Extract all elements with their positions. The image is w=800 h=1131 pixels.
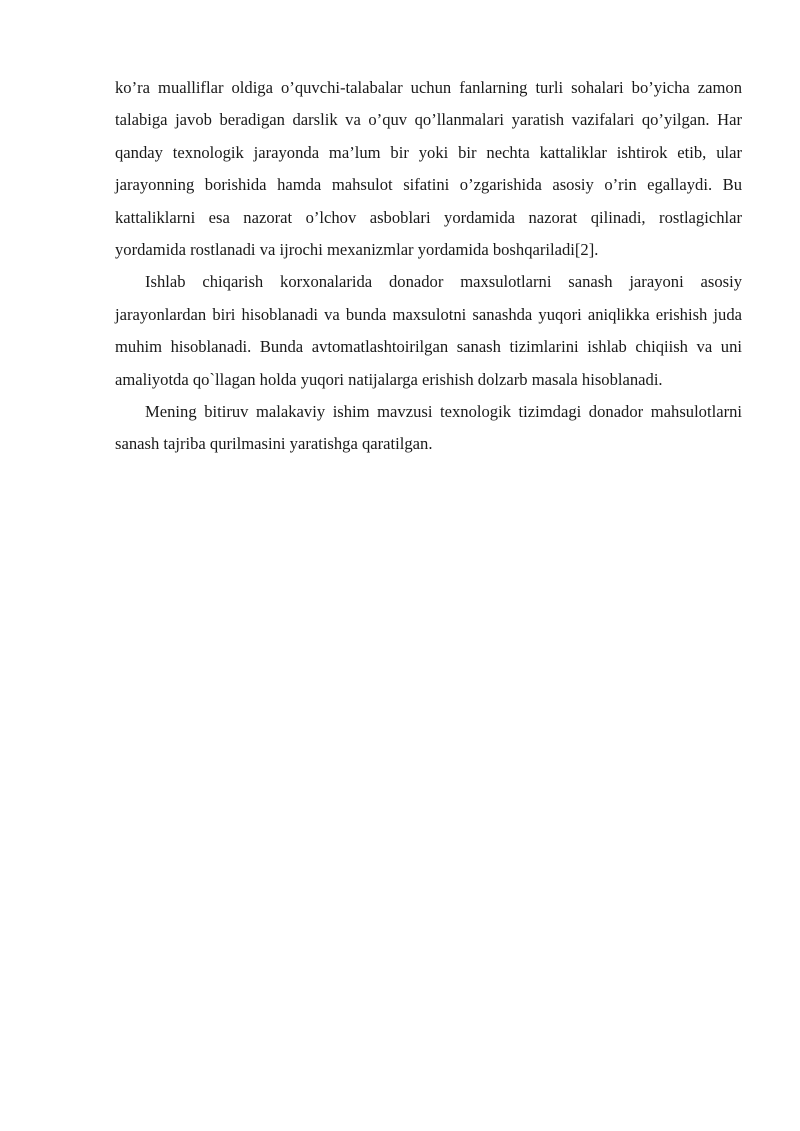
paragraph-continuation: ko’ra mualliflar oldiga o’quvchi-talabalar uchun fanlarning turli sohalari bo’yicha zamon talabiga javob beradigan darslik va o’quv qo’llanmalari yaratish vazifalari qo’yilgan. Har qanday texnologik jarayonda ma’lum bir yoki bir nechta kattaliklar ishtirok etib, ular jarayonning borishida hamda mahsulot sifatini o’zgarishida asosiy o’rin egallaydi. Bu kattaliklarni esa nazorat o’lchov asboblari yordamida nazorat qilinadi, rostlagichlar yordamida rostlanadi va ijrochi mexanizmlar yordamida boshqariladi[2]. — [115, 78, 742, 260]
paragraph-thesis-topic: Mening bitiruv malakaviy ishim mavzusi texnologik tizimdagi donador mahsulotlarni sanash tajriba qurilmasini yaratishga qaratilgan. — [115, 402, 742, 454]
paragraph-counting-process: Ishlab chiqarish korxonalarida donador maxsulotlarni sanash jarayoni asosiy jarayonlardan biri hisoblanadi va bunda maxsulotni sanashda yuqori aniqlikka erishish juda muhim hisoblanadi. Bunda avtomatlashtoirilgan sanash tizimlarini ishlab chiqiish va uni amaliyotda qo`llagan holda yuqori natijalarga erishish dolzarb masala hisoblanadi. — [115, 272, 742, 389]
body-text — [115, 72, 742, 461]
